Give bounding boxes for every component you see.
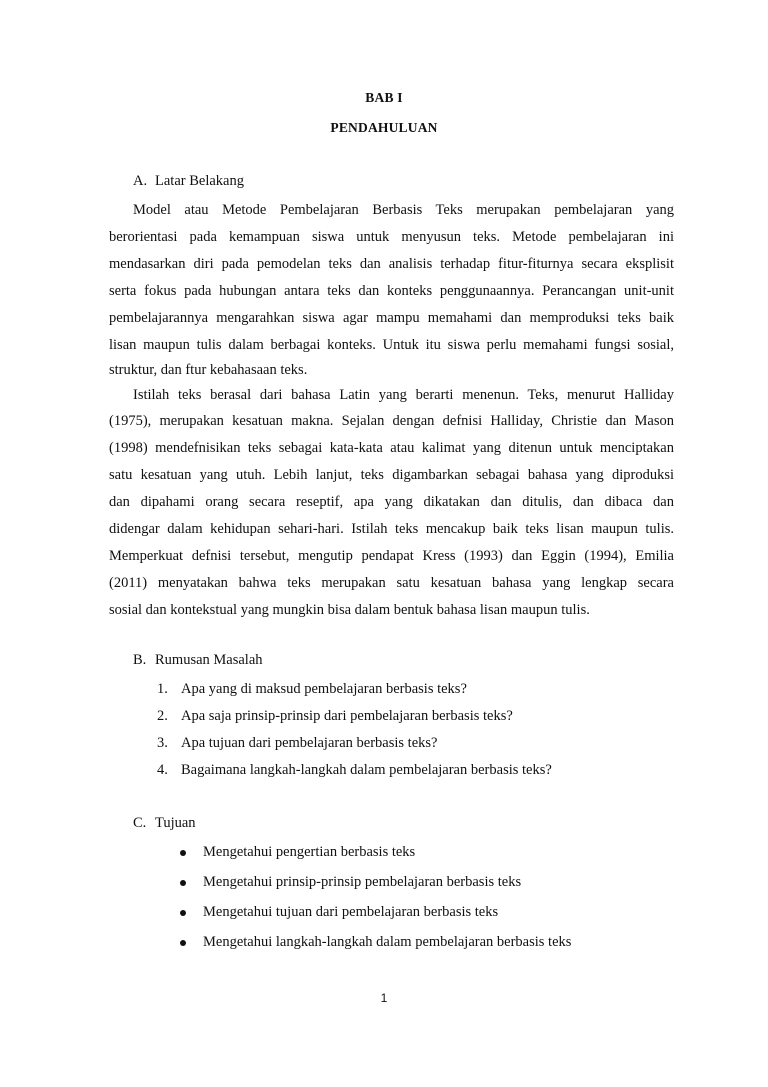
- section-a-title: Latar Belakang: [155, 173, 244, 189]
- list-number: 1.: [157, 681, 168, 697]
- list-text: Bagaimana langkah-langkah dalam pembelajaran berbasis teks?: [181, 762, 552, 778]
- list-number: 2.: [157, 708, 168, 724]
- list-text: Mengetahui langkah-langkah dalam pembelajaran berbasis teks: [203, 934, 572, 950]
- list-text: Apa saja prinsip-prinsip dari pembelajaran berbasis teks?: [181, 708, 513, 724]
- paragraph-line: sosial dan kontekstual yang mungkin bisa dalam bentuk bahasa lisan maupun tulis.: [109, 602, 590, 618]
- paragraph-line: serta fokus pada hubungan antara teks dan konteks penggunaannya. Perancangan unit-unit: [109, 283, 674, 299]
- paragraph-line: struktur, dan ftur kebahasaan teks.: [109, 362, 308, 378]
- section-c-title: Tujuan: [155, 815, 196, 831]
- paragraph-line: mendasarkan diri pada pemodelan teks dan analisis terhadap fitur-fiturnya secara eksplisit: [109, 256, 674, 272]
- list-text: Mengetahui prinsip-prinsip pembelajaran berbasis teks: [203, 874, 522, 890]
- paragraph-line: (1975), merupakan kesatuan makna. Sejalan dengan defnisi Halliday, Christie dan Mason: [109, 413, 674, 429]
- section-c-letter: C.: [133, 815, 147, 831]
- bullet-icon: [180, 850, 186, 856]
- bullet-icon: [180, 940, 186, 946]
- paragraph-line: didengar dalam kehidupan sehari-hari. Istilah teks mencakup baik teks lisan maupun tulis.: [109, 521, 674, 537]
- paragraph-line: Memperkuat defnisi tersebut, mengutip pendapat Kress (1993) dan Eggin (1994), Emilia: [109, 548, 674, 564]
- list-text: Mengetahui pengertian berbasis teks: [203, 844, 416, 860]
- page-number: 1: [380, 991, 388, 1005]
- list-number: 4.: [157, 762, 168, 778]
- paragraph-line: Model atau Metode Pembelajaran Berbasis Teks merupakan pembelajaran yang: [133, 202, 674, 218]
- paragraph-line: lisan maupun tulis dalam berbagai konteks. Untuk itu siswa perlu memahami fungsi sosial,: [109, 337, 674, 353]
- bullet-icon: [180, 910, 186, 916]
- chapter-title: PENDAHULUAN: [330, 120, 438, 135]
- section-a-letter: A.: [133, 173, 148, 189]
- list-text: Apa tujuan dari pembelajaran berbasis teks?: [181, 735, 438, 751]
- bullet-icon: [180, 880, 186, 886]
- paragraph-line: pembelajarannya mengarahkan siswa agar mampu memahami dan memproduksi teks baik: [109, 310, 674, 326]
- paragraph-line: satu kesatuan yang utuh. Lebih lanjut, teks digambarkan sebagai bahasa yang diproduksi: [109, 467, 674, 483]
- paragraph-line: (2011) menyatakan bahwa teks merupakan satu kesatuan bahasa yang lengkap secara: [109, 575, 674, 591]
- paragraph-line: dan dipahami orang secara reseptif, apa yang dikatakan dan ditulis, dan dibaca dan: [109, 494, 674, 510]
- paragraph-line: Istilah teks berasal dari bahasa Latin yang berarti menenun. Teks, menurut Halliday: [133, 387, 674, 403]
- paragraph-line: berorientasi pada kemampuan siswa untuk menyusun teks. Metode pembelajaran ini: [109, 229, 674, 245]
- paragraph-line: (1998) mendefnisikan teks sebagai kata-kata atau kalimat yang ditenun untuk menciptakan: [109, 440, 674, 456]
- list-number: 3.: [157, 735, 168, 751]
- chapter-label: BAB I: [365, 90, 403, 105]
- section-b-title: Rumusan Masalah: [155, 652, 263, 668]
- list-text: Mengetahui tujuan dari pembelajaran berbasis teks: [203, 904, 499, 920]
- section-b-letter: B.: [133, 652, 147, 668]
- list-text: Apa yang di maksud pembelajaran berbasis teks?: [181, 681, 467, 697]
